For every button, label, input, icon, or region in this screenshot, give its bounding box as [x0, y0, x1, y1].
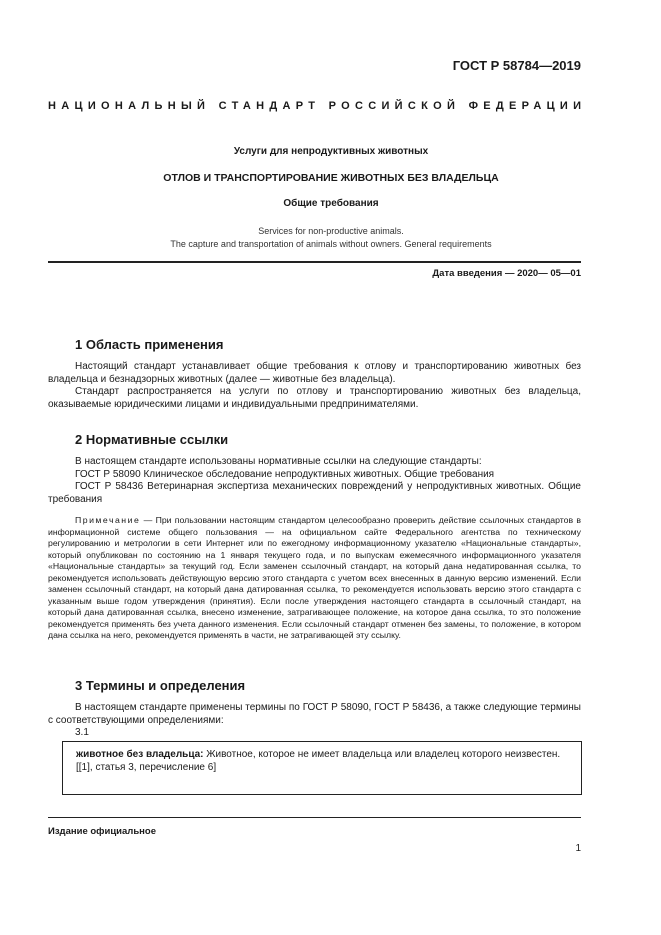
subtitle-general-requirements: Общие требования [283, 198, 379, 209]
subtitle-services: Услуги для непродуктивных животных [233, 146, 429, 157]
term-definition-box [62, 741, 582, 795]
term-definition: Животное, которое не имеет владельца или владелец которого неизвестен. [203, 749, 561, 760]
note-text: — При пользовании настоящим стандартом целесообразно проверить действие ссылочных стандартов в информационной системе общего пользования — на официальном сайте Федерального агентства по техническому регулированию и метрологии в сети Интернет или по ежегодному информационному указателю «Национальные стандарты», который опубликован по состоянию на 1 января текущего года, и по выпускам ежемесячного информационного указателя «Национальные стандарты» за текущий год. Если заменен ссылочный стандарт, на который дана недатированная ссылка, то рекомендуется использовать действующую версию этого стандарта с учетом всех внесенных в данную версию изменений. Если заменен ссылочный стандарт, на который дана датированная ссылка, то рекомендуется использовать версию этого стандарта с указанным выше годом утверждения (принятия). Если после утверждения настоящего стандарта в ссылочный стандарт, на который дана датированная ссылка, внесено изменение, затрагивающее положение, на которое дана ссылка, то это положение рекомендуется применять без учета данного изменения. Если ссылочный стандарт отменен без замены, то положение, в котором дана ссылка на него, рекомендуется применять в части, не затрагивающей эту ссылку. [48, 515, 581, 640]
section-3-body [48, 702, 581, 740]
section-2-note [48, 515, 581, 642]
term-name: животное без владельца: [76, 749, 204, 760]
title-divider [48, 261, 581, 263]
official-edition-label: Издание официальное [48, 826, 156, 837]
page-number: 1 [575, 843, 581, 854]
section-2-body [48, 456, 581, 506]
section-1-paragraph-2: Стандарт распространяется на услуги по отлову и транспортированию животных без владельца, оказываемые юридическими лицами и индивидуальными предпринимателями. [48, 386, 581, 410]
section-1-paragraph-1: Настоящий стандарт устанавливает общие требования к отлову и транспортированию животных без владельца и безнадзорных животных (далее — животные без владельца). [48, 361, 581, 385]
section-2-heading: 2 Нормативные ссылки [75, 432, 229, 447]
english-title-line-1: Services for non-productive animals. [258, 226, 404, 236]
english-title-line-2: The capture and transportation of animals without owners. General requirements [170, 239, 492, 249]
english-title [48, 225, 614, 251]
section-2-paragraph-1: В настоящем стандарте использованы нормативные ссылки на следующие стандарты: [75, 456, 482, 467]
document-title: ОТЛОВ И ТРАНСПОРТИРОВАНИЕ ЖИВОТНЫХ БЕЗ ВЛАДЕЛЬЦА [163, 172, 499, 184]
document-code: ГОСТ Р 58784—2019 [452, 58, 581, 73]
section-2-reference-1: ГОСТ Р 58090 Клиническое обследование непродуктивных животных. Общие требования [75, 468, 495, 480]
introduction-date: Дата введения — 2020— 05—01 [432, 268, 581, 279]
section-3-paragraph-1: В настоящем стандарте применены термины по ГОСТ Р 58090, ГОСТ Р 58436, а также следующие термины с соответствующими определениями: [48, 702, 581, 726]
term-number: 3.1 [75, 727, 89, 738]
section-1-body [48, 361, 581, 411]
national-standard-heading: НАЦИОНАЛЬНЫЙ СТАНДАРТ РОССИЙСКОЙ ФЕДЕРАЦИИ [48, 100, 587, 112]
term-reference: [[1], статья 3, перечисление 6] [76, 762, 217, 773]
section-1-heading: 1 Область применения [75, 337, 224, 352]
note-label: Примечание [75, 515, 141, 525]
footer-divider [48, 817, 581, 818]
section-3-heading: 3 Термины и определения [75, 678, 246, 693]
section-2-reference-2: ГОСТ Р 58436 Ветеринарная экспертиза механических повреждений у непродуктивных животных. Общие требования [48, 481, 581, 505]
